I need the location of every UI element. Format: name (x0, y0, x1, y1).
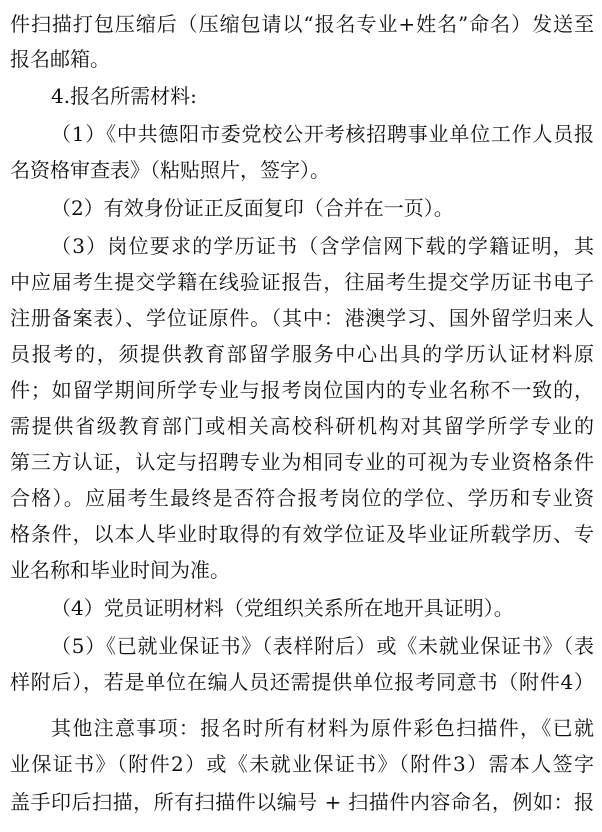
text-line-7: （3）岗位要求的学历证书（含学信网下载的学籍证明，其 (51, 234, 594, 258)
text-line-6: （2）有效身份证正反面复印（合并在一页）。 (51, 196, 454, 220)
text-line-1: 件扫描打包压缩后（压缩包请以“报名专业+姓名”命名）发送至 (10, 12, 594, 36)
text-line-19: 样附后），若是单位在编人员还需提供单位报考同意书（附件4） (10, 670, 594, 694)
text-line-22: 盖手印后扫描，所有扫描件以编号 + 扫描件内容命名，例如：报 (10, 790, 594, 814)
text-line-13: 第三方认证，认定与招聘专业为相同专业的可视为专业资格条件 (10, 450, 594, 474)
section-heading-materials: 4.报名所需材料: (51, 84, 197, 108)
text-line-16: 业名称和毕业时间为准。 (10, 558, 230, 582)
text-line-14: 合格）。应届考生最终是否符合报考岗位的学位、学历和专业资 (10, 486, 594, 510)
text-line-5: 名资格审查表》（粘贴照片，签字）。 (10, 158, 330, 182)
text-line-15: 格条件，以本人毕业时取得的有效学位证及毕业证所载学历、专 (10, 522, 594, 546)
text-line-2: 报名邮箱。 (10, 47, 110, 71)
text-line-9: 注册备案表）、学位证原件。（其中：港澳学习、国外留学归来人 (10, 306, 594, 330)
text-line-21: 业保证书》（附件2）或《未就业保证书》（附件3）需本人签字 (10, 752, 594, 776)
text-line-11: 件；如留学期间所学专业与报考岗位国内的专业名称不一致的， (10, 378, 594, 402)
text-line-8: 中应届考生提交学籍在线验证报告，往届考生提交学历证书电子 (10, 270, 594, 294)
text-line-10: 员报考的，须提供教育部留学服务中心出具的学历认证材料原 (10, 342, 594, 366)
text-line-12: 需提供省级教育部门或相关高校科研机构对其留学所学专业的 (10, 414, 594, 438)
text-line-4: （1）《中共德阳市委党校公开考核招聘事业单位工作人员报 (51, 122, 594, 146)
text-line-20: 其他注意事项：报名时所有材料为原件彩色扫描件，《已就 (51, 716, 594, 740)
text-line-17: （4）党员证明材料（党组织关系所在地开具证明）。 (51, 596, 514, 620)
text-line-18: （5）《已就业保证书》（表样附后）或《未就业保证书》（表 (51, 634, 594, 658)
